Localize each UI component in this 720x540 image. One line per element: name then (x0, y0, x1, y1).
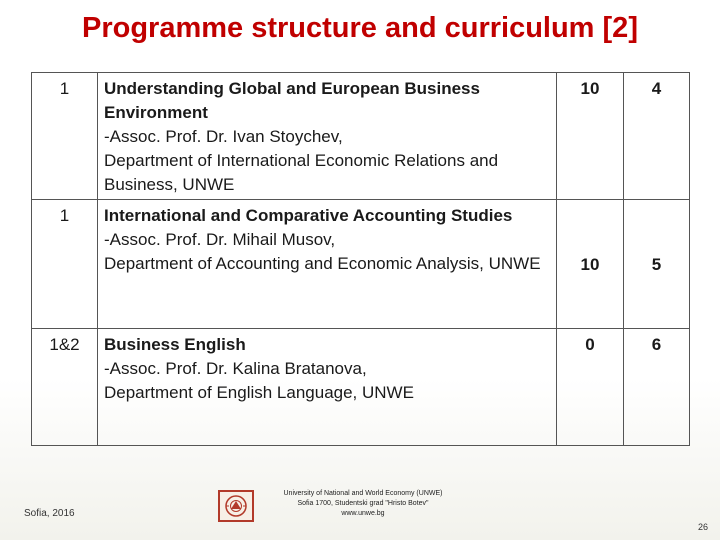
course-cell (98, 200, 557, 329)
footer-location-date: Sofia, 2016 (24, 508, 75, 519)
lecturer-name: -Assoc. Prof. Dr. Kalina Bratanova, (104, 359, 367, 378)
lecturer-name: -Assoc. Prof. Dr. Ivan Stoychev, (104, 127, 343, 146)
table-row (32, 73, 690, 200)
page-number: 26 (697, 522, 708, 532)
footer-address: Sofia 1700, Studentski grad "Hristo Botev" (297, 500, 429, 507)
course-cell (98, 73, 557, 200)
course-name: Understanding Global and European Business Environment (104, 79, 480, 122)
department-name: Department of Accounting and Economic Analysis, UNWE (104, 254, 541, 273)
footer-university-name: University of National and World Economy (UNWE) (283, 490, 443, 497)
footer-university-info (258, 489, 468, 519)
department-name: Department of English Language, UNWE (104, 383, 414, 402)
course-cell (98, 329, 557, 446)
logo-emblem-icon (220, 492, 252, 520)
department-name: Department of International Economic Relations and Business, UNWE (104, 151, 499, 194)
semester-cell: 1 (32, 73, 98, 200)
credits-cell: 5 (624, 200, 690, 329)
course-name: Business English (104, 335, 246, 354)
credits-cell: 6 (624, 329, 690, 446)
university-logo-icon (218, 490, 254, 522)
table-row (32, 329, 690, 446)
hours-cell: 0 (557, 329, 624, 446)
hours-cell: 10 (557, 73, 624, 200)
semester-cell: 1&2 (32, 329, 98, 446)
footer-website[interactable]: www.unwe.bg (341, 510, 385, 517)
curriculum-table (31, 72, 690, 446)
credits-cell: 4 (624, 73, 690, 200)
lecturer-name: -Assoc. Prof. Dr. Mihail Musov, (104, 230, 336, 249)
page-title: Programme structure and curriculum [2] (82, 12, 638, 44)
table-row (32, 200, 690, 329)
semester-cell: 1 (32, 200, 98, 329)
course-name: International and Comparative Accounting Studies (104, 206, 513, 225)
hours-cell: 10 (557, 200, 624, 329)
